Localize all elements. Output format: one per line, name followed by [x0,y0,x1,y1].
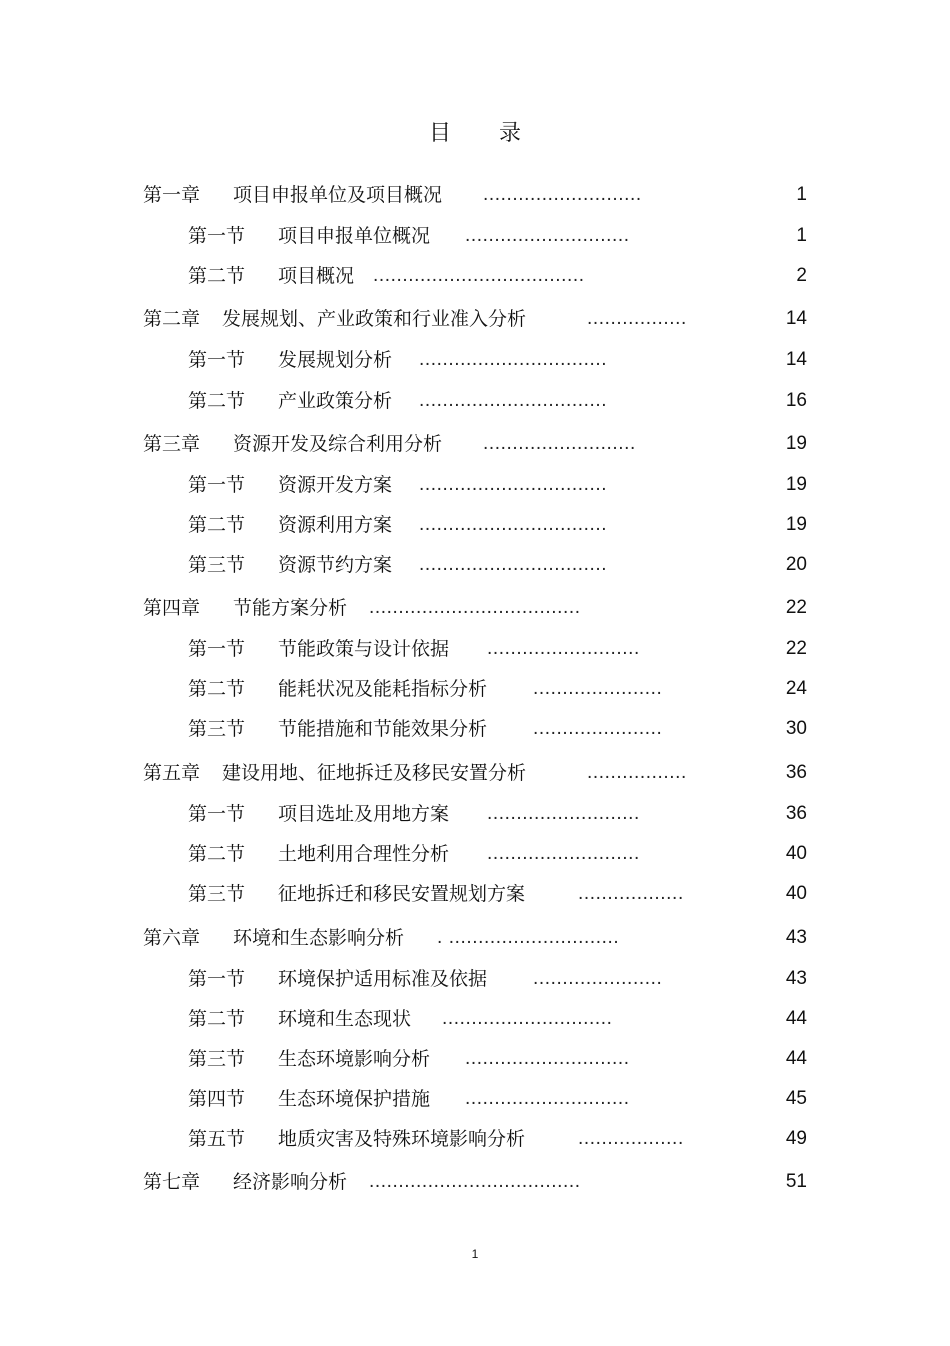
toc-label: 第二章 [143,308,201,330]
toc-page-number: 49 [785,1128,807,1149]
toc-page-number: 14 [785,308,807,329]
toc-page-number: 36 [785,762,807,783]
toc-page-number: 40 [785,883,807,904]
toc-page-number: 19 [785,474,807,495]
toc-text: 资源节约方案 [278,554,393,576]
toc-text: 生态环境影响分析 [278,1048,431,1070]
toc-leader-dots: .................. [578,1128,684,1149]
toc-page-number: 24 [785,678,807,699]
toc-leader-dots: ................................ [419,554,608,575]
toc-text: 项目申报单位概况 [278,225,431,247]
toc-text: 能耗状况及能耗指标分析 [278,678,488,700]
toc-leader-dots: .................................... [369,597,581,618]
toc-page-number: 1 [796,184,807,205]
toc-label: 第一节 [188,968,246,990]
toc-page-number: 44 [785,1048,807,1069]
toc-label: 第三章 [143,433,201,455]
toc-label: 第二节 [188,843,246,865]
toc-page-number: 19 [785,514,807,535]
toc-page-number: 36 [785,803,807,824]
toc-text: 经济影响分析 [233,1171,348,1193]
toc-page-number: 19 [785,433,807,454]
toc-leader-dots: ................................ [419,474,608,495]
toc-label: 第一节 [188,349,246,371]
toc-leader-dots: ............................ [465,1088,630,1109]
toc-leader-dots: .................................... [369,1171,581,1192]
toc-label: 第一节 [188,638,246,660]
toc-text: 环境和生态现状 [278,1008,412,1030]
toc-text: 生态环境保护措施 [278,1088,431,1110]
toc-section-row [0,878,950,910]
page-number: 1 [471,1247,479,1261]
toc-section-row [0,220,950,252]
toc-chapter-row [0,179,950,211]
toc-leader-dots: .................. [578,883,684,904]
toc-text: 资源利用方案 [278,514,393,536]
toc-text: 资源开发及综合利用分析 [233,433,443,455]
toc-text: 环境保护适用标准及依据 [278,968,488,990]
toc-leader-dots: ........................... [483,184,642,205]
toc-leader-dots: ............................. [442,1008,613,1029]
toc-text: 征地拆迁和移民安置规划方案 [278,883,526,905]
toc-section-row [0,838,950,870]
toc-label: 第二节 [188,678,246,700]
toc-label: 第三节 [188,554,246,576]
toc-section-row [0,385,950,417]
toc-text: 节能方案分析 [233,597,348,619]
toc-text: 土地利用合理性分析 [278,843,450,865]
toc-label: 第四章 [143,597,201,619]
toc-text: 发展规划分析 [278,349,393,371]
toc-label: 第一节 [188,803,246,825]
toc-label: 第一章 [143,184,201,206]
toc-leader-dots: ................. [587,762,687,783]
toc-leader-dots: .......................... [487,843,640,864]
toc-label: 第二节 [188,1008,246,1030]
toc-page-number: 22 [785,638,807,659]
toc-text: 地质灾害及特殊环境影响分析 [278,1128,526,1150]
toc-text: 资源开发方案 [278,474,393,496]
toc-leader-dots: .......................... [487,803,640,824]
toc-section-row [0,1083,950,1115]
toc-label: 第一节 [188,225,246,247]
toc-leader-dots: . ............................. [437,927,620,948]
toc-title: 目录 [428,121,569,146]
toc-page-number: 43 [785,968,807,989]
toc-section-row [0,344,950,376]
toc-leader-dots: ............................ [465,1048,630,1069]
toc-page-number: 22 [785,597,807,618]
toc-leader-dots: ...................... [533,678,663,699]
toc-page-number: 30 [785,718,807,739]
toc-chapter-row [0,922,950,954]
toc-section-row [0,509,950,541]
toc-label: 第三节 [188,1048,246,1070]
toc-label: 第五章 [143,762,201,784]
toc-leader-dots: ...................... [533,718,663,739]
toc-section-row [0,1003,950,1035]
toc-text: 环境和生态影响分析 [233,927,405,949]
toc-page-number: 2 [796,265,807,286]
toc-text: 项目概况 [278,265,355,287]
toc-section-row [0,549,950,581]
toc-label: 第六章 [143,927,201,949]
toc-text: 节能措施和节能效果分析 [278,718,488,740]
toc-page-number: 40 [785,843,807,864]
toc-page-number: 1 [796,225,807,246]
toc-page-number: 51 [785,1171,807,1192]
toc-label: 第四节 [188,1088,246,1110]
toc-text: 项目选址及用地方案 [278,803,450,825]
toc-section-row [0,260,950,292]
toc-leader-dots: .................................... [373,265,585,286]
toc-leader-dots: .......................... [487,638,640,659]
toc-leader-dots: ................................ [419,390,608,411]
toc-leader-dots: ................................ [419,349,608,370]
toc-label: 第二节 [188,390,246,412]
toc-section-row [0,469,950,501]
toc-section-row [0,633,950,665]
toc-page-number: 16 [785,390,807,411]
toc-chapter-row [0,592,950,624]
toc-section-row [0,1123,950,1155]
toc-page-number: 43 [785,927,807,948]
toc-text: 发展规划、产业政策和行业准入分析 [222,308,527,330]
toc-label: 第三节 [188,718,246,740]
toc-page-number: 20 [785,554,807,575]
toc-chapter-row [0,303,950,335]
toc-label: 第七章 [143,1171,201,1193]
toc-text: 产业政策分析 [278,390,393,412]
toc-chapter-row [0,428,950,460]
toc-text: 节能政策与设计依据 [278,638,450,660]
toc-section-row [0,673,950,705]
toc-leader-dots: .......................... [483,433,636,454]
toc-page-number: 14 [785,349,807,370]
toc-label: 第一节 [188,474,246,496]
toc-text: 项目申报单位及项目概况 [233,184,443,206]
toc-label: 第五节 [188,1128,246,1150]
toc-section-row [0,963,950,995]
toc-label: 第二节 [188,514,246,536]
toc-text: 建设用地、征地拆迁及移民安置分析 [222,762,527,784]
toc-chapter-row [0,757,950,789]
toc-leader-dots: ...................... [533,968,663,989]
toc-leader-dots: ............................ [465,225,630,246]
toc-chapter-row [0,1166,950,1198]
toc-section-row [0,713,950,745]
toc-leader-dots: ................. [587,308,687,329]
toc-page-number: 45 [785,1088,807,1109]
toc-label: 第三节 [188,883,246,905]
toc-page-number: 44 [785,1008,807,1029]
toc-label: 第二节 [188,265,246,287]
toc-section-row [0,1043,950,1075]
toc-leader-dots: ................................ [419,514,608,535]
toc-section-row [0,798,950,830]
